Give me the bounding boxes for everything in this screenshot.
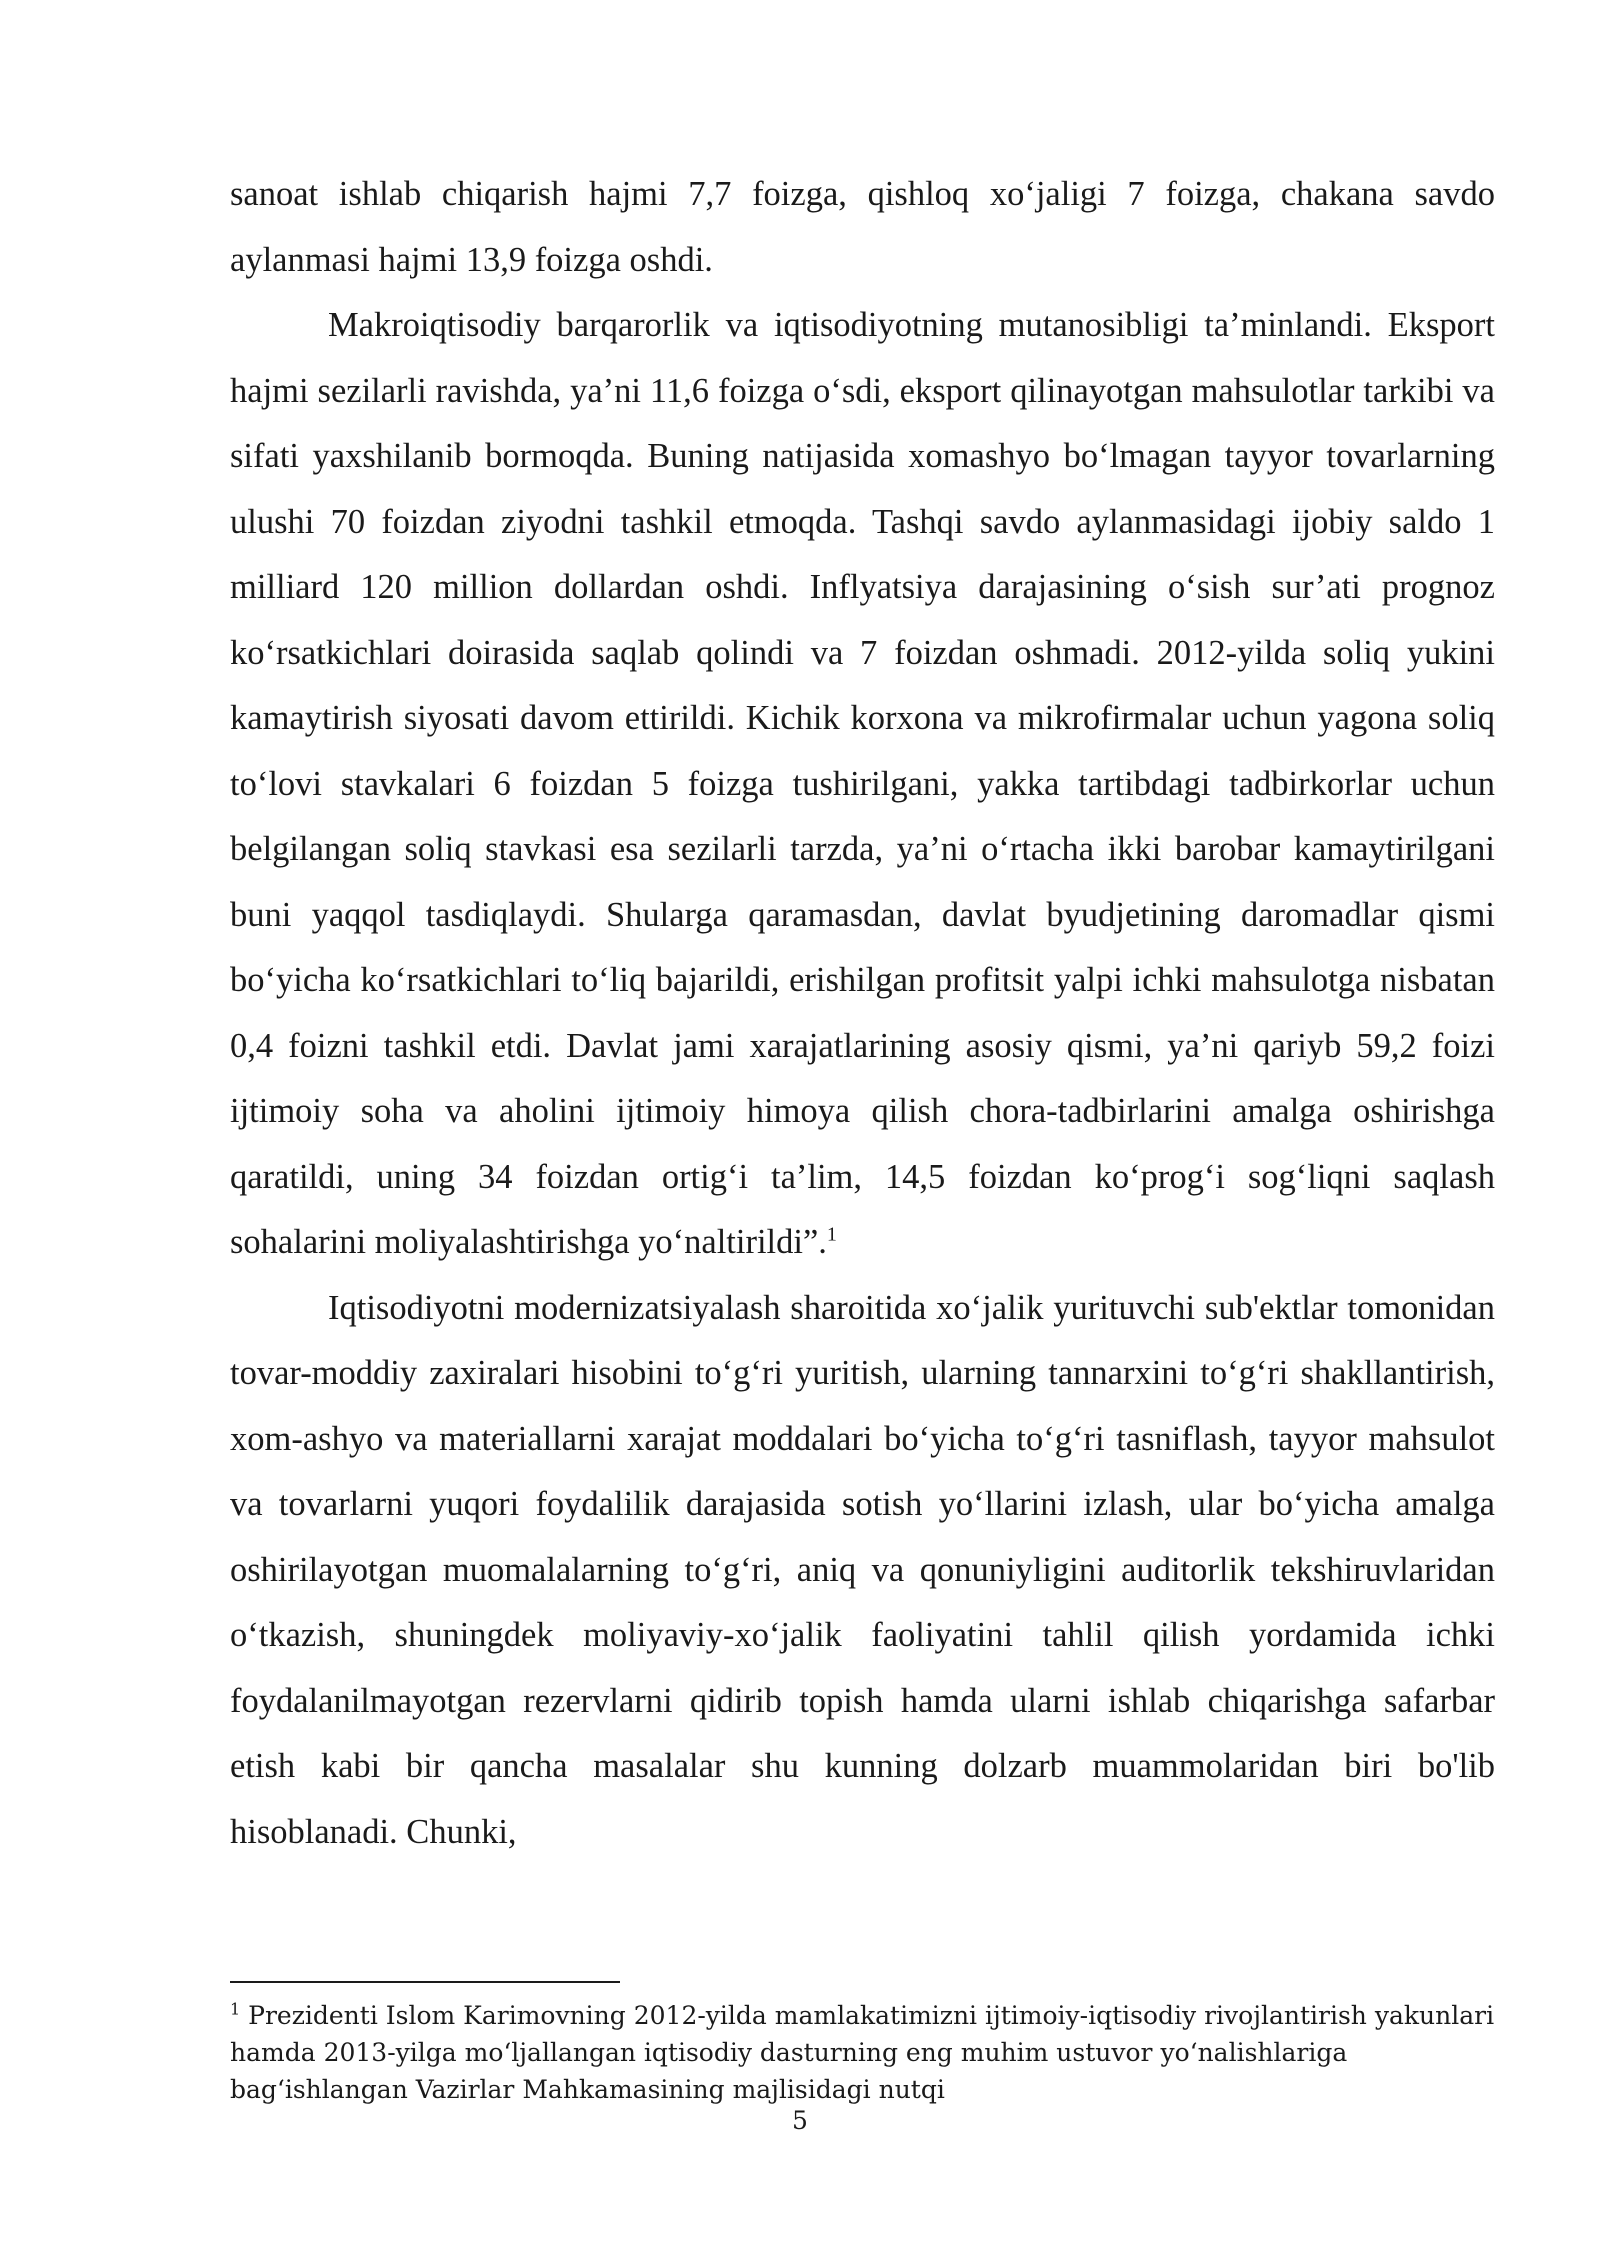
paragraph-modernization	[230, 1276, 1495, 1866]
paragraph-text: Iqtisodiyotni modernizatsiyalash sharoitida xo‘jalik yurituvchi sub'ektlar tomonidan tovar-moddiy zaxiralari hisobini to‘g‘ri yuritish, ularning tannarxini to‘g‘ri shakllantirish, xom-ashyo va materiallarni xarajat moddalari bo‘yicha to‘g‘ri tasniflash, tayyor mahsulot va tovarlarni yuqori foydalilik darajasida sotish yo‘llarini izlash, ular bo‘yicha amalga oshirilayotgan muomalalarning to‘g‘ri, aniq va qonuniyligini auditorlik tekshiruvlaridan o‘tkazish, shuningdek moliyaviy-xo‘jalik faoliyatini tahlil qilish yordamida ichki foydalanilmayotgan rezervlarni qidirib topish hamda ularni ishlab chiqarishga safarbar etish kabi bir qancha masalalar shu kunning dolzarb muammolaridan biri bo'lib hisoblanadi. Chunki,	[230, 1288, 1495, 1851]
paragraph-text: Makroiqtisodiy barqarorlik va iqtisodiyotning mutanosibligi ta’minlandi. Eksport hajmi sezilarli ravishda, ya’ni 11,6 foizga o‘sdi, eksport qilinayotgan mahsulotlar tarkibi va sifati yaxshilanib bormoqda. Buning natijasida xomashyo bo‘lmagan tayyor tovarlarning ulushi 70 foizdan ziyodni tashkil etmoqda. Tashqi savdo aylanmasidagi ijobiy saldo 1 milliard 120 million dollardan oshdi. Inflyatsiya darajasining o‘sish sur’ati prognoz ko‘rsatkichlari doirasida saqlab qolindi va 7 foizdan oshmadi. 2012-yilda soliq yukini kamaytirish siyosati davom ettirildi. Kichik korxona va mikrofirmalar uchun yagona soliq to‘lovi stavkalari 6 foizdan 5 foizga tushirilgani, yakka tartibdagi tadbirkorlar uchun belgilangan soliq stavkasi esa sezilarli tarzda, ya’ni o‘rtacha ikki barobar kamaytirilgani buni yaqqol tasdiqlaydi. Shularga qaramasdan, davlat byudjetining daromadlar qismi bo‘yicha ko‘rsatkichlari to‘liq bajarildi, erishilgan profitsit yalpi ichki mahsulotga nisbatan 0,4 foizni tashkil etdi. Davlat jami xarajatlarining asosiy qismi, ya’ni qariyb 59,2 foizi ijtimoiy soha va aholini ijtimoiy himoya qilish chora-tadbirlarini amalga oshirishga qaratildi, uning 34 foizdan ortig‘i ta’lim, 14,5 foizdan ko‘prog‘i sog‘liqni saqlash sohalarini moliyalashtirishga yo‘naltirildi”.	[230, 306, 1495, 1261]
page-number: 5	[792, 2106, 808, 2135]
footnote-mark: 1	[230, 1999, 241, 2019]
paragraph-continuation	[230, 162, 1495, 293]
footnote-separator	[230, 1981, 620, 1983]
footnote-text: Prezidenti Islom Karimovning 2012-yilda mamlakatimizni ijtimoiy-iqtisodiy rivojlantirish yakunlari hamda 2013-yilga mo‘ljallangan iqtisodiy dasturning eng muhim ustuvor yo‘nalishlariga bag‘ishlangan Vazirlar Mahkamasining majlisidagi nutqi	[230, 2001, 1495, 2104]
document-body	[230, 162, 1495, 1865]
paragraph-macroeconomic	[230, 293, 1495, 1276]
footnote-reference[interactable]: 1	[826, 1223, 837, 1246]
paragraph-text: sanoat ishlab chiqarish hajmi 7,7 foizga, qishloq xo‘jaligi 7 foizga, chakana savdo aylanmasi hajmi 13,9 foizga oshdi.	[230, 175, 1495, 279]
footnote	[230, 1997, 1495, 2108]
